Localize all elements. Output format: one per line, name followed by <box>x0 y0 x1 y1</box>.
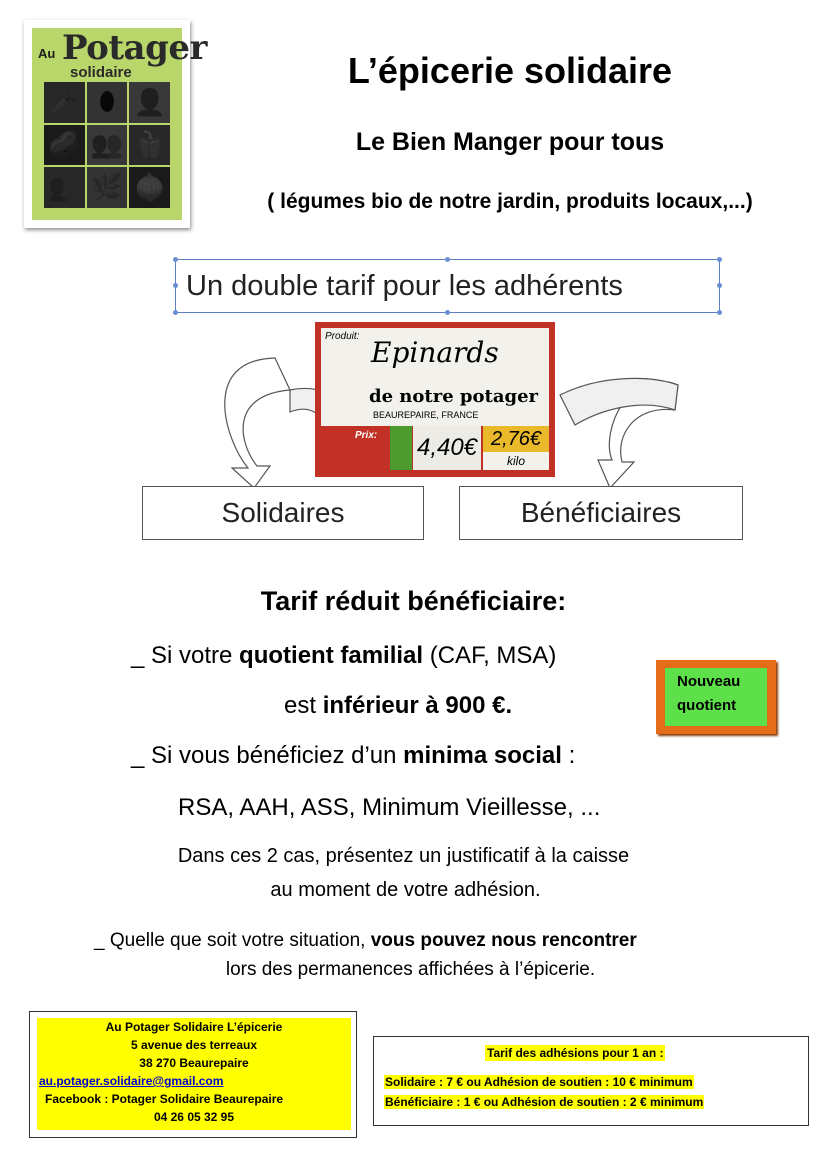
person-icon: 👤 <box>129 82 170 123</box>
contact-email-link[interactable]: au.potager.solidaire@gmail.com <box>39 1074 224 1088</box>
condition-quotient-threshold: est inférieur à 900 €. <box>284 692 513 719</box>
page-subtitle: Le Bien Manger pour tous <box>355 128 665 156</box>
resize-handle-icon <box>717 310 722 315</box>
tag-green-swatch <box>390 426 412 470</box>
logo-solidaire-text: solidaire <box>70 64 132 81</box>
condition-quotient: _ Si votre quotient familial (CAF, MSA) <box>131 642 557 669</box>
logo-potager-text: Potager <box>62 28 207 68</box>
tag-price-solidaire: 4,40€ <box>413 426 481 470</box>
people-icon: 👥 <box>44 167 85 208</box>
price-tag-photo <box>315 322 555 477</box>
tag-product-name: Epinards <box>371 336 499 369</box>
page-tagline: ( légumes bio de notre jardin, produits locaux,...) <box>267 190 753 213</box>
potager-solidaire-logo <box>24 20 207 228</box>
tag-unit: kilo <box>483 452 549 470</box>
beneficiaires-box: Bénéficiaires <box>459 486 743 540</box>
quotient-line: quotient <box>677 697 737 714</box>
adhesion-beneficiaire: Bénéficiaire : 1 € ou Adhésion de soutien : 2 € minimum <box>385 1095 704 1109</box>
contact-facebook: Facebook : Potager Solidaire Beaurepaire <box>45 1092 284 1106</box>
resize-handle-icon <box>173 283 178 288</box>
tarif-title: Tarif réduit bénéficiaire: <box>260 586 567 616</box>
contact-street: 5 avenue des terreaux <box>130 1038 258 1052</box>
adhesions-box <box>373 1036 809 1126</box>
resize-handle-icon <box>717 283 722 288</box>
tag-prix-label: Prix: <box>355 430 378 441</box>
double-tarif-box <box>175 259 720 313</box>
adhesion-solidaire: Solidaire : 7 € ou Adhésion de soutien : 10 € minimum <box>385 1075 693 1089</box>
minima-list: RSA, AAH, ASS, Minimum Vieillesse, ... <box>178 794 601 821</box>
tag-location: BEAUREPAIRE, FRANCE <box>373 410 479 420</box>
condition-minima: _ Si vous bénéficiez d’un minima social : <box>131 742 576 769</box>
leek-icon: 🌿 <box>87 167 128 208</box>
nouveau-quotient-badge <box>656 660 776 734</box>
contact-city: 38 270 Beaurepaire <box>139 1056 249 1070</box>
peas-icon: ⬮ <box>87 82 128 123</box>
logo-grid <box>44 82 170 208</box>
potatoes-icon: 🥔 <box>44 125 85 166</box>
carrots-icon: 🥕 <box>44 82 85 123</box>
onion-icon: 🧅 <box>129 167 170 208</box>
tag-produit-label: Produit: <box>325 331 360 342</box>
nouveau-quotient-inner <box>665 668 767 726</box>
tag-price-beneficiaire: 2,76€ <box>483 426 549 452</box>
solidaires-box: Solidaires <box>142 486 424 540</box>
contact-box <box>29 1011 357 1138</box>
nouveau-line: Nouveau <box>677 673 741 690</box>
contact-name: Au Potager Solidaire L’épicerie <box>105 1020 283 1034</box>
resize-handle-icon <box>717 257 722 262</box>
left-curved-arrow-icon <box>225 358 290 488</box>
price-tag-card <box>321 328 549 426</box>
justificatif-text: Dans ces 2 cas, présentez un justificatif à la caisse <box>177 845 630 867</box>
pepper-icon: 🫑 <box>129 125 170 166</box>
adhesions-title: Tarif des adhésions pour 1 an : <box>487 1046 664 1060</box>
double-tarif-text: Un double tarif pour les adhérents <box>186 269 623 302</box>
resize-handle-icon <box>445 310 450 315</box>
page-title: L’épicerie solidaire <box>347 50 673 91</box>
resize-handle-icon <box>173 257 178 262</box>
tag-origin: de notre potager <box>369 386 539 407</box>
resize-handle-icon <box>445 257 450 262</box>
people-icon: 👥 <box>87 125 128 166</box>
contact-phone: 04 26 05 32 95 <box>153 1110 235 1124</box>
logo-background <box>32 28 207 220</box>
logo-au-text: Au <box>38 46 56 61</box>
resize-handle-icon <box>173 310 178 315</box>
rencontre-text: _ Quelle que soit votre situation, vous pouvez nous rencontrer <box>94 930 637 951</box>
permanences-text: lors des permanences affichées à l’épicerie. <box>225 959 596 980</box>
justificatif-text-2: au moment de votre adhésion. <box>270 879 541 901</box>
contact-highlight <box>37 1018 351 1130</box>
